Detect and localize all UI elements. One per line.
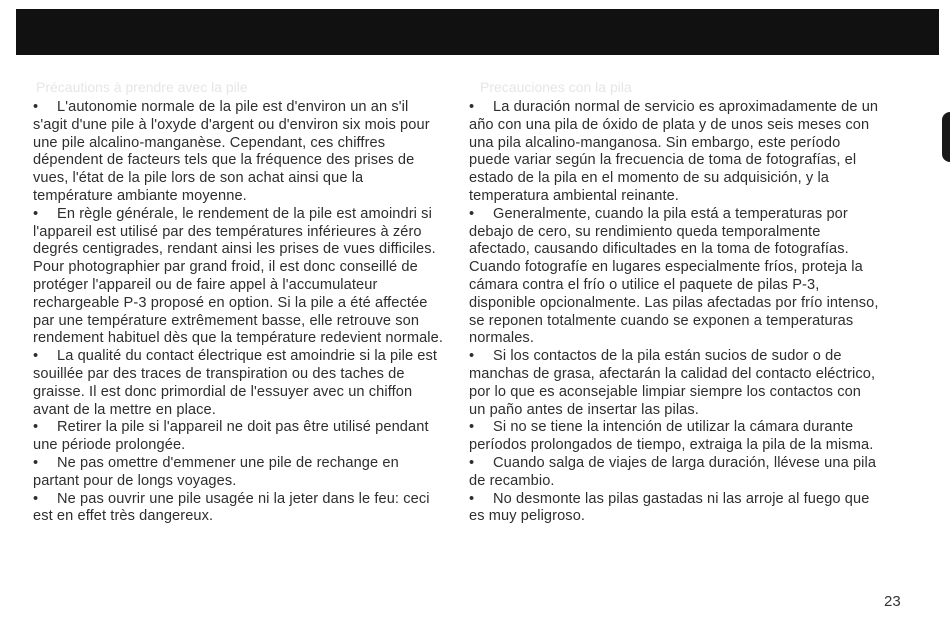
bullet: • <box>33 348 39 365</box>
french-column <box>33 99 443 526</box>
french-paragraph <box>33 348 443 419</box>
bullet: • <box>469 490 475 507</box>
spanish-paragraph <box>469 491 879 527</box>
bullet: • <box>33 454 39 471</box>
paragraph-text: Generalmente, cuando la pila está a temperaturas por debajo de cero, su rendimiento queda temporalmente afectado, causando dificultades en la toma de fotografías. Cuando fotografíe en lugares especialmente fríos, proteja la cámara contra el frío o utilice el paquete de pilas P-3, disponible opcionalmente. Las pilas afectadas por frío intenso, se reponen totalmente cuando se exponen a temperaturas normales. <box>469 205 879 347</box>
paragraph-text: No desmonte las pilas gastadas ni las arroje al fuego que es muy peligroso. <box>469 490 870 525</box>
spanish-column <box>469 99 879 526</box>
spanish-paragraph <box>469 206 879 348</box>
french-heading: Précautions à prendre avec la pile <box>36 79 248 95</box>
spanish-paragraph <box>469 99 879 206</box>
paragraph-text: Si los contactos de la pila están sucios de sudor o de manchas de grasa, afectarán la calidad del contacto eléctrico, por lo que es aconsejable limpiar siempre los contactos con un paño antes de insertar las pilas. <box>469 348 876 418</box>
page-edge-tab <box>942 112 950 162</box>
french-paragraph <box>33 455 443 491</box>
french-paragraph <box>33 99 443 206</box>
french-paragraph <box>33 419 443 455</box>
spanish-paragraph <box>469 348 879 419</box>
bullet: • <box>33 99 39 115</box>
bullet: • <box>469 454 475 471</box>
bullet: • <box>469 348 475 365</box>
header-bar <box>16 9 939 55</box>
bullet: • <box>33 205 39 222</box>
bullet: • <box>469 99 475 115</box>
french-paragraph <box>33 491 443 527</box>
paragraph-text: Si no se tiene la intención de utilizar la cámara durante períodos prolongados de tiempo, extraiga la pila de la misma. <box>469 419 874 454</box>
paragraph-text: La qualité du contact électrique est amoindrie si la pile est souillée par des traces de transpiration ou des taches de graisse. Il est donc primordial de l'essuyer avec un chiffon avant de la mettre en place. <box>33 348 438 418</box>
bullet: • <box>469 419 475 436</box>
paragraph-text: Retirer la pile si l'appareil ne doit pas être utilisé pendant une période prolongée. <box>33 419 429 454</box>
spanish-heading: Precauciones con la pila <box>480 79 632 95</box>
page-number: 23 <box>884 593 901 610</box>
paragraph-text: Ne pas ouvrir une pile usagée ni la jeter dans le feu: ceci est en effet très dangereux. <box>33 490 430 525</box>
bullet: • <box>33 419 39 436</box>
paragraph-text: En règle générale, le rendement de la pile est amoindri si l'appareil est utilisé par des températures inférieures à zéro degrés centigrades, rendant ainsi les prises de vues difficiles. Pour photographier par grand froid, il est donc conseillé de protéger l'appareil ou de faire appel à l'accumulateur rechargeable P-3 proposé en option. Si la pile a été affectée par une température extrêmement basse, elle retrouve son rendement habituel dès que la température redevient normale. <box>33 205 444 347</box>
bullet: • <box>469 205 475 222</box>
paragraph-text: L'autonomie normale de la pile est d'environ un an s'il s'agit d'une pile à l'oxyde d'argent ou d'environ six mois pour une pile alcalino-manganèse. Cependant, ces chiffres dépendent de facteurs tels que la fréquence des prises de vues, l'état de la pile lors de son achat ainsi que la température ambiante moyenne. <box>33 99 430 204</box>
spanish-paragraph <box>469 419 879 455</box>
paragraph-text: Cuando salga de viajes de larga duración, llévese una pila de recambio. <box>469 454 877 489</box>
bullet: • <box>33 490 39 507</box>
paragraph-text: Ne pas omettre d'emmener une pile de rechange en partant pour de longs voyages. <box>33 454 399 489</box>
paragraph-text: La duración normal de servicio es aproximadamente de un año con una pila de óxido de plata y de unos seis meses con una pila alcalino-manganosa. Sin embargo, este período puede variar según la frecuencia de toma de fotografías, el estado de la pila en el momento de su adquisición, y la temperatura ambiental reinante. <box>469 99 879 204</box>
spanish-paragraph <box>469 455 879 491</box>
french-paragraph <box>33 206 443 348</box>
